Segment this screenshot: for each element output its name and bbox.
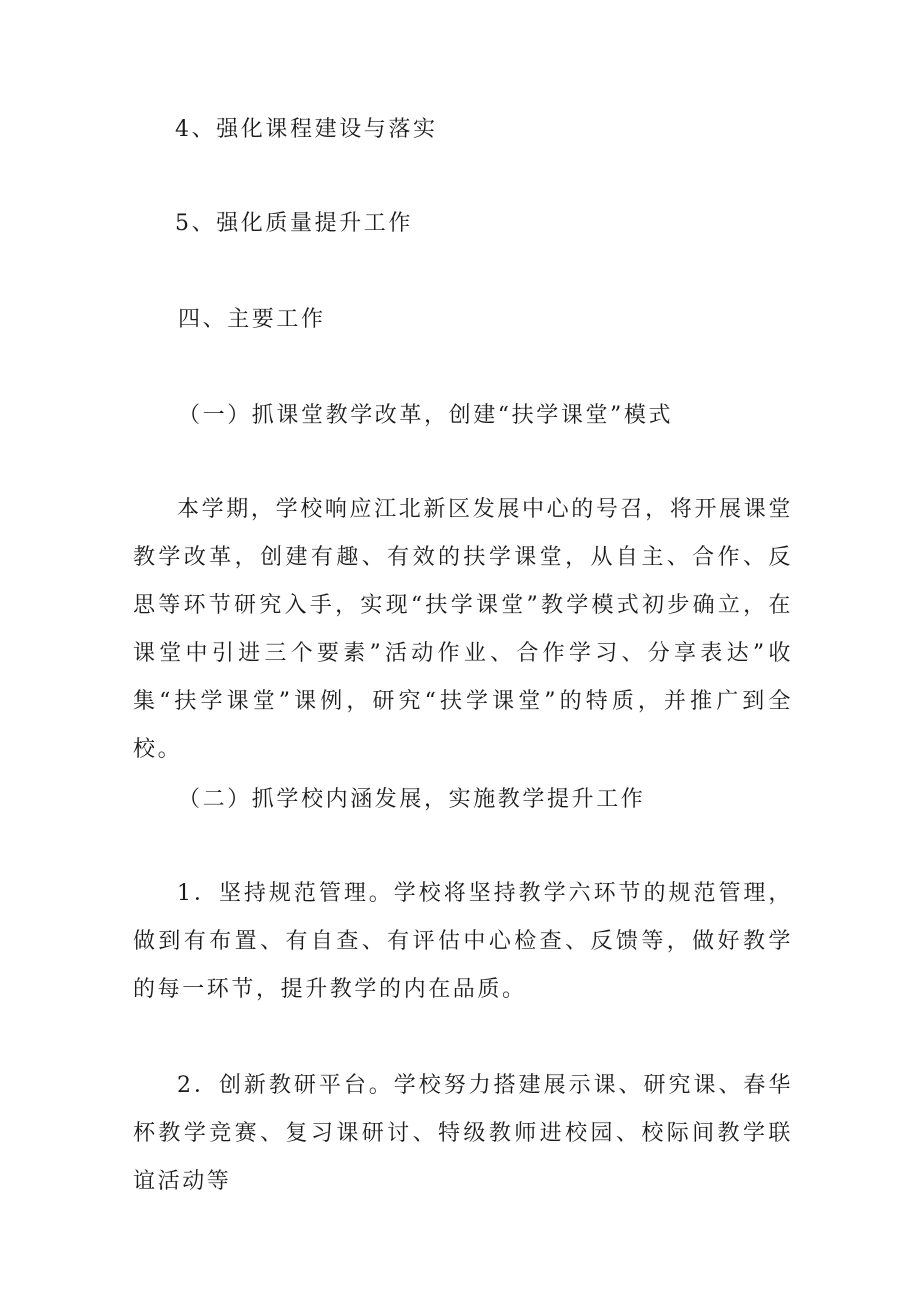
list-item-5: 5、强化质量提升工作 <box>175 211 413 236</box>
section-heading: 四、主要工作 <box>178 307 326 332</box>
paragraph-classroom-reform: 本学期，学校响应江北新区发展中心的号召，将开展课堂教学改革，创建有趣、有效的扶学课堂，从自主、合作、反思等环节研究入手，实现“扶学课堂”教学模式初步确立，在课堂中引进三个要素”活动作业、合作学习、分享表达”收集“扶学课堂”课例，研究“扶学课堂”的特质，并推广到全校。 <box>133 497 793 762</box>
paragraph-teaching-research-platform: 2．创新教研平台。学校努力搭建展示课、研究课、春华杯教学竞赛、复习课研讨、特级教师进校园、校际间教学联谊活动等 <box>133 1073 793 1194</box>
paragraph-standard-management: 1．坚持规范管理。学校将坚持教学六环节的规范管理，做到有布置、有自查、有评估中心检查、反馈等，做好教学的每一环节，提升教学的内在品质。 <box>133 881 793 1002</box>
subsection-heading-2: （二）抓学校内涵发展，实施教学提升工作 <box>178 787 646 812</box>
subsection-heading-1: （一）抓课堂教学改革，创建“扶学课堂”模式 <box>178 403 674 428</box>
list-item-4: 4、强化课程建设与落实 <box>175 117 438 142</box>
